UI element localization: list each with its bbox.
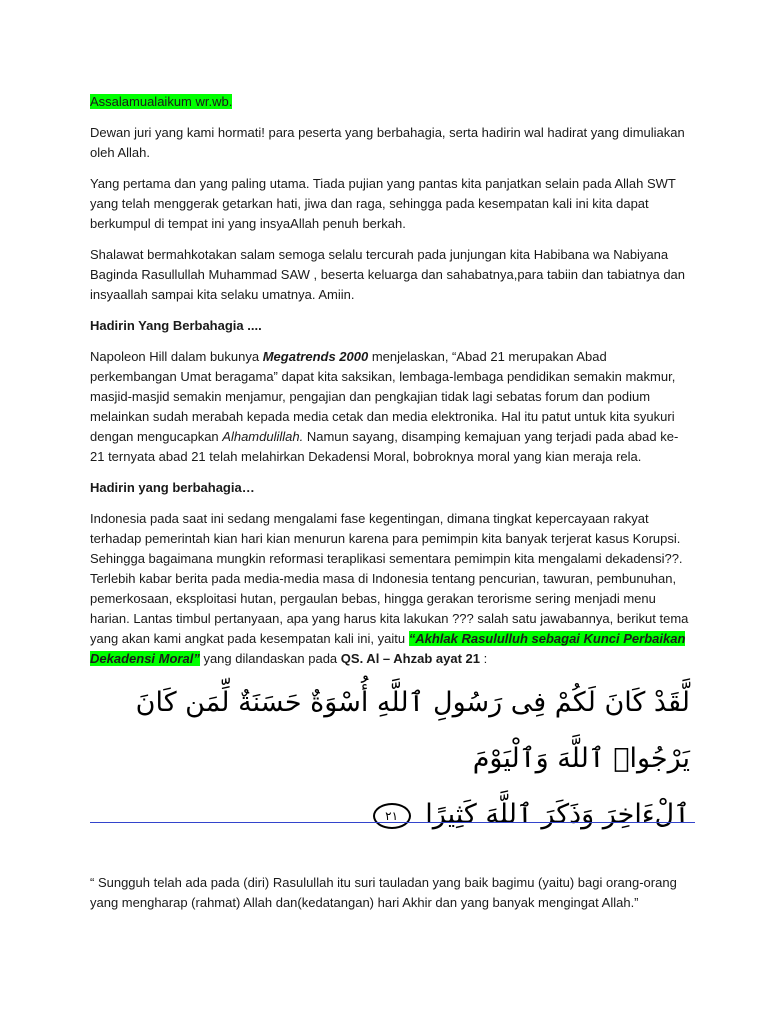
greeting-line — [90, 92, 690, 112]
book-title: Megatrends 2000 — [262, 349, 369, 364]
greeting-highlight: Assalamualaikum wr.wb. — [90, 94, 233, 109]
text-segment: Napoleon Hill dalam bukunya — [90, 349, 263, 364]
verse-translation: “ Sungguh telah ada pada (diri) Rasulullah itu suri tauladan yang baik bagimu (yaitu) bagi orang-orang yang mengharap (rahmat) Allah dan(kedatangan) hari Akhir dan yang banyak mengingat Allah.” — [90, 875, 677, 910]
paragraph-shalawat: Shalawat bermahkotakan salam semoga selalu tercurah pada junjungan kita Habibana wa Nabiyana Baginda Rasullullah Muhammad SAW , beserta keluarga dan sahabatnya,para tabiin dan tabiatnya dan insyaallah sampai kita selaku umatnya. Amiin. — [90, 247, 686, 302]
theme-highlight: “Akhlak Rasululluh sebagai Kunci Perbaikan Dekadensi Moral” — [90, 631, 686, 666]
text-segment: : — [479, 651, 488, 666]
arabic-line-2-text: ٱلْءَاخِرَ وَذَكَرَ ٱللَّهَ كَثِيرًا — [425, 799, 690, 830]
horizontal-rule — [90, 822, 695, 823]
speech-body — [90, 92, 690, 843]
paragraph-praise: Yang pertama dan yang paling utama. Tiada pujian yang pantas kita panjatkan selain pada Allah SWT yang telah menggerak getarkan hati, jiwa dan raga, sehingga pada kesempatan kali ini kita dapat berkumpul di tempat ini yang insyaAllah penuh berkah. — [90, 176, 676, 231]
text-segment: menjelaskan, “Abad 21 merupakan Abad perkembangan Umat beragama” dapat kita saksikan, lembaga-lembaga pendidikan semakin makmur, masjid-masjid semakin menjamur, pengajian dan pengkajian tidak lagi sebatas forum dan podium melainkan sudah merabah kepada media cetak dan media elektronika. Hal itu patut untuk kita syukuri dengan mengucapkan — [90, 349, 676, 444]
text-segment: Namun sayang, disamping kemajuan yang terjadi pada abad ke-21 ternyata abad 21 telah melahirkan Dekadensi Moral, bobroknya moral yang kian meraja rela. — [90, 429, 679, 464]
quran-verse — [90, 675, 690, 843]
alhamdulillah-text: Alhamdulillah. — [222, 429, 304, 444]
text-segment: yang dilandaskan pada — [199, 651, 341, 666]
heading-hadirin-1: Hadirin Yang Berbahagia .... — [90, 318, 262, 333]
text-segment: Indonesia pada saat ini sedang mengalami fase kegentingan, dimana tingkat kepercayaan rakyat terhadap pemerintah kian hari kian menurun karena para pemimpin kita banyak terjerat kasus Korupsi. Sehingga bagaimana mungkin reformasi teraplikasi sementara pemimpin kita mengalami dekadensi??. Terlebih kabar berita pada media-media masa di Indonesia tentang pencurian, tawuran, pembunuhan, pemerkosaan, eksploitasi hutan, pergaulan bebas, hingga gerakan terorisme sering menjadi menu harian. Lantas timbul pertanyaan, apa yang harus kita lakukan ??? salah satu jawabannya, berikut tema yang akan kami angkat pada kesempatan kali ini, yaitu — [90, 511, 689, 646]
paragraph-indonesia — [90, 509, 690, 669]
arabic-line-1: لَّقَدْ كَانَ لَكُمْ فِى رَسُولِ ٱللَّهِ أُسْوَةٌ حَسَنَةٌ لِّمَن كَانَ يَرْجُوا۟ ٱللَّهَ وَٱلْيَوْمَ — [135, 687, 690, 774]
surah-reference: QS. Al – Ahzab ayat 21 — [340, 651, 480, 666]
paragraph-opening: Dewan juri yang kami hormati! para peserta yang berbahagia, serta hadirin wal hadirat yang dimuliakan oleh Allah. — [90, 125, 685, 160]
heading-hadirin-2: Hadirin yang berbahagia… — [90, 480, 255, 495]
verse-number-ornament: ٢١ — [373, 803, 411, 829]
paragraph-megatrends — [90, 347, 690, 467]
arabic-line-2 — [90, 787, 690, 843]
